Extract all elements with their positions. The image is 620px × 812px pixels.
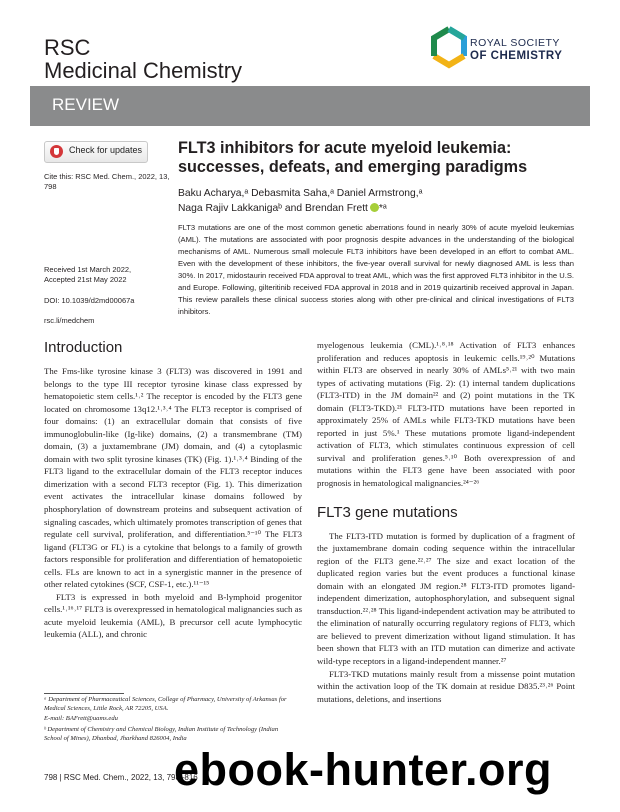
footnote-b: ᵇ Department of Chemistry and Chemical Biology, Indian Institute of Technology (Indian School of Mines), Dhanbad, Jharkhand 826004, India — [44, 725, 279, 742]
watermark: ebook-hunter.org — [174, 744, 552, 795]
check-updates-label: Check for updates — [69, 145, 143, 155]
intro-heading: Introduction — [44, 339, 123, 356]
doi-link[interactable]: DOI: 10.1039/d2md00067a — [44, 296, 135, 305]
dates — [44, 265, 131, 285]
intro-paragraph-2: FLT3 is expressed in both myeloid and B-lymphoid progenitor cells.¹˒¹⁶˒¹⁷ FLT3 is overexpressed in hematological malignancies such as acute myeloid leukemia (AML), B precursor cell acute lymphocytic leukemia (ALL), and chronic — [44, 591, 302, 640]
intro-paragraph-1: The Fms-like tyrosine kinase 3 (FLT3) was discovered in 1991 and belongs to the type III receptor tyrosine kinase class expressed by hematopoietic stem cells.¹˒² The receptor is encoded by the FLT3 gene located on chromosome 13q12.¹˒³˒⁴ The FLT3 receptor is comprised of four domains: (1) an extracellular domain that consists of five immunoglobulin-like (Ig-like) domains, (2) a transmembrane (TM) domain, (3) a juxtamembrane (JM) domain, and (4) a cytoplasmic domain with two split tyrosine kinases (TK) (Fig. 1).¹˒³˒⁴ Binding of the FLT3 ligand to the extracellular domain of the FLT3 receptor induces dimerization with a second FLT3 receptor (Fig. 1). This dimerization event activates the intracellular kinase domains followed by phosphorylation of downstream proteins and subsequent activation of signaling cascades, which ultimately promotes transcription of genes that regulate cell survival, proliferation, and differentiation.⁵⁻¹⁰ The FLT3 ligand (FLT3G or FL) is a cytokine that belongs to a family of growth factors responsible for proliferation and differentiation of hematopoietic cells. FLs are known to act in a synergistic manner in the presence of other related cytokines (SCF, CSF-1, etc.).¹¹⁻¹⁵ — [44, 366, 302, 590]
rsc-logo — [429, 26, 599, 80]
citation-line2: 798 — [44, 182, 57, 191]
publisher-line2: OF CHEMISTRY — [470, 50, 563, 62]
gene-paragraph-1: The FLT3-ITD mutation is formed by duplication of a fragment of the juxtamembrane domain coding sequence within the intracellular region of the FLT3 gene.²²˒²⁷ The size and exact location of the duplicated region varies but the event produces a functional kinase domain with an elongated JM region.²⁸ FLT3-ITD promotes ligand-independent dimerization, autophosphorylation, and subsequent signal transduction.²²˒²⁸ This ligand-independent activation may be attributed to the elimination of naturally occurring regulatory regions of FLT3, which are believed to prevent dimerization without ligand stimulation. It has been shown that FLT3 with an ITD mutation can dimerize and activate wild-type receptors in a ligand-independent manner.²⁷ — [317, 530, 575, 667]
section-label: REVIEW — [52, 95, 120, 114]
received-date: Received 1st March 2022, — [44, 265, 132, 274]
page-footer: 798 | RSC Med. Chem., 2022, 13, 798–816 — [44, 773, 198, 782]
gene-mutations-heading: FLT3 gene mutations — [317, 503, 458, 521]
left-column — [44, 339, 302, 641]
citation-line1: Cite this: RSC Med. Chem., 2022, 13, — [44, 172, 170, 181]
check-updates-button[interactable] — [44, 141, 148, 163]
footnote-rule — [44, 693, 124, 694]
right-column — [317, 339, 575, 705]
abstract: FLT3 mutations are one of the most common genetic aberrations found in nearly 30% of acute myeloid leukemias (AML). The mutations are associated with poor prognosis despite advances in the understanding of the biological mechanisms of AML. Numerous small molecule FLT3 inhibitors have been developed in an effort to combat AML. Even with the development of these inhibitors, the five-year overall survival for newly diagnosed AML is less than 30%. In 2017, midostaurin received FDA approval to treat AML, which was the first approved FLT3 inhibitor in the U.S. and Europe. Following, gilteritinib received FDA approval in 2018 and in 2019 quizartinib received approval in Japan. This review parallels these clinical success stories along with other pre-clinical and clinical investigations of FLT3 inhibitors. — [178, 223, 574, 317]
journal-url-link[interactable]: rsc.li/medchem — [44, 316, 95, 325]
authors-line2-text: Naga Rajiv Lakkanigaᵇ and Brendan Frett — [178, 203, 368, 214]
orcid-icon[interactable] — [370, 203, 379, 212]
right-paragraph-1: myelogenous leukemia (CML).¹˒⁸˒¹⁸ Activation of FLT3 enhances proliferation and reduces apoptosis in leukemic cells.¹⁹˒²⁰ Mutations within FLT3 are observed in nearly 30% of AMLs⁵˒²¹ with two main types of activating mutations (Fig. 2): (1) internal tandem duplications (FLT3-ITD) in the JM domain²² and (2) point mutations in the TK domain (FLT3-TKD).²¹ FLT3-ITD mutations have been reported in approximately 25% of AMLs while FLT3-TKD mutations have been reported in just 5%.¹ These mutations promote ligand-independent activation of FLT3, which stimulates continuous expression of cell survival and proliferation genes.⁵˒¹⁰ Both overexpression of and mutations within the FLT3 gene have been associated with poor prognosis in hematological malignancies.²⁴⁻²⁶ — [317, 340, 575, 489]
footnote-email: E-mail: BAFrett@uams.edu — [44, 715, 118, 723]
journal-name-line1: RSC — [44, 35, 91, 60]
footnote-a: ᵃ Department of Pharmaceutical Sciences, College of Pharmacy, University of Arkansas for Medical Sciences, Little Rock, AR 72205, USA. — [44, 696, 287, 713]
footnotes — [44, 695, 296, 744]
citation — [44, 172, 169, 192]
rsc-hexagon-icon — [429, 26, 469, 76]
accepted-date: Accepted 21st May 2022 — [44, 275, 127, 284]
section-band — [30, 86, 590, 126]
article-title: FLT3 inhibitors for acute myeloid leukemia: successes, defeats, and emerging paradigms — [178, 139, 528, 176]
authors-line2-mark: *ᵃ — [378, 203, 387, 214]
publisher-line1: ROYAL SOCIETY — [470, 37, 560, 49]
gene-paragraph-2: FLT3-TKD mutations mainly result from a missense point mutation within the activation loop of the TK domain at residue D835.²³˒²⁶ Point mutations, deletions, and insertions — [317, 668, 575, 704]
author-list — [178, 186, 568, 216]
journal-name-line2: Medicinal Chemistry — [44, 58, 243, 83]
crossmark-icon — [50, 145, 63, 158]
journal-name — [44, 36, 242, 82]
authors-line2 — [178, 201, 568, 216]
authors-line1: Baku Acharya,ᵃ Debasmita Saha,ᵃ Daniel Armstrong,ᵃ — [178, 188, 423, 199]
